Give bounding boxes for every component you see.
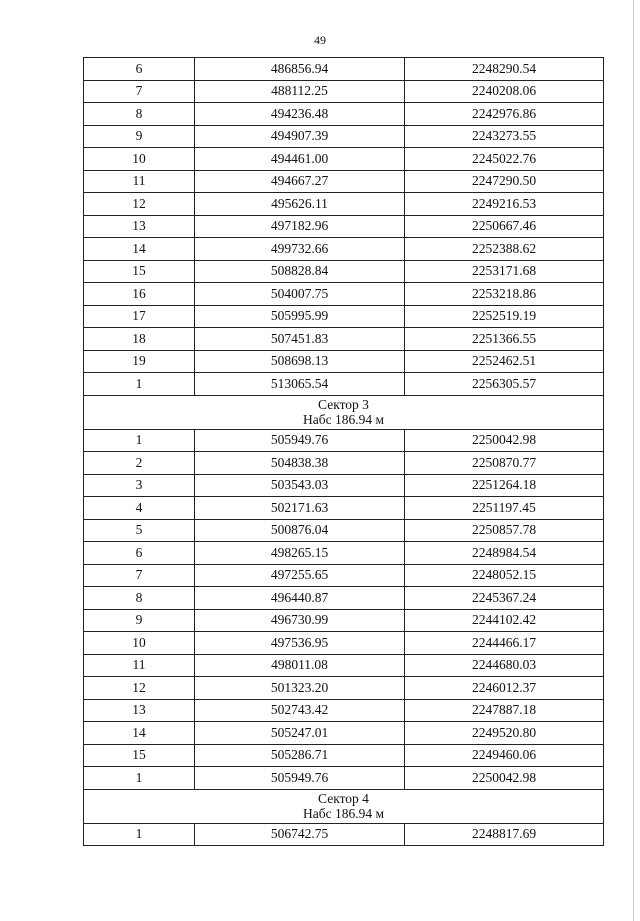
x-coordinate-cell: 507451.83 bbox=[195, 328, 405, 351]
y-coordinate-cell: 2252519.19 bbox=[405, 305, 604, 328]
x-coordinate-cell: 500876.04 bbox=[195, 519, 405, 542]
y-coordinate-cell: 2242976.86 bbox=[405, 103, 604, 126]
point-number-cell: 18 bbox=[84, 328, 195, 351]
x-coordinate-cell: 498265.15 bbox=[195, 542, 405, 565]
y-coordinate-cell: 2251264.18 bbox=[405, 474, 604, 497]
x-coordinate-cell: 505949.76 bbox=[195, 767, 405, 790]
y-coordinate-cell: 2250042.98 bbox=[405, 429, 604, 452]
table-row bbox=[84, 542, 604, 565]
x-coordinate-cell: 504838.38 bbox=[195, 452, 405, 475]
x-coordinate-cell: 505995.99 bbox=[195, 305, 405, 328]
table-row bbox=[84, 587, 604, 610]
table-row bbox=[84, 373, 604, 396]
point-number-cell: 19 bbox=[84, 350, 195, 373]
y-coordinate-cell: 2250870.77 bbox=[405, 452, 604, 475]
y-coordinate-cell: 2253171.68 bbox=[405, 260, 604, 283]
point-number-cell: 8 bbox=[84, 587, 195, 610]
x-coordinate-cell: 505949.76 bbox=[195, 429, 405, 452]
x-coordinate-cell: 497255.65 bbox=[195, 564, 405, 587]
table-row bbox=[84, 767, 604, 790]
point-number-cell: 7 bbox=[84, 80, 195, 103]
y-coordinate-cell: 2243273.55 bbox=[405, 125, 604, 148]
x-coordinate-cell: 488112.25 bbox=[195, 80, 405, 103]
x-coordinate-cell: 495626.11 bbox=[195, 193, 405, 216]
table-row bbox=[84, 452, 604, 475]
y-coordinate-cell: 2249520.80 bbox=[405, 722, 604, 745]
y-coordinate-cell: 2250667.46 bbox=[405, 215, 604, 238]
sector-header-row bbox=[84, 789, 604, 823]
y-coordinate-cell: 2244102.42 bbox=[405, 609, 604, 632]
table-row bbox=[84, 519, 604, 542]
x-coordinate-cell: 501323.20 bbox=[195, 677, 405, 700]
y-coordinate-cell: 2253218.86 bbox=[405, 283, 604, 306]
point-number-cell: 12 bbox=[84, 677, 195, 700]
table-row bbox=[84, 744, 604, 767]
y-coordinate-cell: 2248817.69 bbox=[405, 823, 604, 846]
y-coordinate-cell: 2246012.37 bbox=[405, 677, 604, 700]
point-number-cell: 5 bbox=[84, 519, 195, 542]
point-number-cell: 17 bbox=[84, 305, 195, 328]
point-number-cell: 13 bbox=[84, 215, 195, 238]
y-coordinate-cell: 2249460.06 bbox=[405, 744, 604, 767]
x-coordinate-cell: 505286.71 bbox=[195, 744, 405, 767]
coordinates-table bbox=[83, 57, 604, 846]
x-coordinate-cell: 508828.84 bbox=[195, 260, 405, 283]
y-coordinate-cell: 2248984.54 bbox=[405, 542, 604, 565]
x-coordinate-cell: 506742.75 bbox=[195, 823, 405, 846]
point-number-cell: 4 bbox=[84, 497, 195, 520]
sector-header-row bbox=[84, 395, 604, 429]
table-row bbox=[84, 215, 604, 238]
table-row bbox=[84, 564, 604, 587]
coordinates-table-body bbox=[84, 58, 604, 846]
x-coordinate-cell: 505247.01 bbox=[195, 722, 405, 745]
table-row bbox=[84, 238, 604, 261]
x-coordinate-cell: 496440.87 bbox=[195, 587, 405, 610]
table-row bbox=[84, 170, 604, 193]
table-row bbox=[84, 328, 604, 351]
table-row bbox=[84, 148, 604, 171]
point-number-cell: 10 bbox=[84, 632, 195, 655]
point-number-cell: 1 bbox=[84, 429, 195, 452]
point-number-cell: 7 bbox=[84, 564, 195, 587]
x-coordinate-cell: 494907.39 bbox=[195, 125, 405, 148]
y-coordinate-cell: 2244466.17 bbox=[405, 632, 604, 655]
y-coordinate-cell: 2252388.62 bbox=[405, 238, 604, 261]
table-row bbox=[84, 103, 604, 126]
x-coordinate-cell: 508698.13 bbox=[195, 350, 405, 373]
table-row bbox=[84, 632, 604, 655]
table-row bbox=[84, 125, 604, 148]
x-coordinate-cell: 513065.54 bbox=[195, 373, 405, 396]
point-number-cell: 8 bbox=[84, 103, 195, 126]
point-number-cell: 10 bbox=[84, 148, 195, 171]
y-coordinate-cell: 2250857.78 bbox=[405, 519, 604, 542]
x-coordinate-cell: 494236.48 bbox=[195, 103, 405, 126]
sector-title: Сектор 3 bbox=[318, 397, 369, 412]
x-coordinate-cell: 497536.95 bbox=[195, 632, 405, 655]
page-number: 49 bbox=[314, 33, 326, 47]
point-number-cell: 2 bbox=[84, 452, 195, 475]
x-coordinate-cell: 486856.94 bbox=[195, 58, 405, 81]
x-coordinate-cell: 499732.66 bbox=[195, 238, 405, 261]
point-number-cell: 6 bbox=[84, 58, 195, 81]
point-number-cell: 13 bbox=[84, 699, 195, 722]
y-coordinate-cell: 2251366.55 bbox=[405, 328, 604, 351]
point-number-cell: 12 bbox=[84, 193, 195, 216]
point-number-cell: 11 bbox=[84, 170, 195, 193]
y-coordinate-cell: 2245022.76 bbox=[405, 148, 604, 171]
point-number-cell: 9 bbox=[84, 609, 195, 632]
x-coordinate-cell: 494461.00 bbox=[195, 148, 405, 171]
y-coordinate-cell: 2256305.57 bbox=[405, 373, 604, 396]
y-coordinate-cell: 2250042.98 bbox=[405, 767, 604, 790]
page-edge-line bbox=[633, 0, 634, 921]
point-number-cell: 1 bbox=[84, 767, 195, 790]
point-number-cell: 14 bbox=[84, 238, 195, 261]
x-coordinate-cell: 502743.42 bbox=[195, 699, 405, 722]
x-coordinate-cell: 503543.03 bbox=[195, 474, 405, 497]
table-row bbox=[84, 80, 604, 103]
point-number-cell: 6 bbox=[84, 542, 195, 565]
y-coordinate-cell: 2244680.03 bbox=[405, 654, 604, 677]
sector-height: Набс 186.94 м bbox=[302, 806, 385, 821]
point-number-cell: 15 bbox=[84, 744, 195, 767]
table-row bbox=[84, 497, 604, 520]
x-coordinate-cell: 496730.99 bbox=[195, 609, 405, 632]
table-row bbox=[84, 58, 604, 81]
point-number-cell: 9 bbox=[84, 125, 195, 148]
point-number-cell: 3 bbox=[84, 474, 195, 497]
table-row bbox=[84, 350, 604, 373]
point-number-cell: 11 bbox=[84, 654, 195, 677]
point-number-cell: 1 bbox=[84, 373, 195, 396]
table-row bbox=[84, 429, 604, 452]
y-coordinate-cell: 2247290.50 bbox=[405, 170, 604, 193]
point-number-cell: 15 bbox=[84, 260, 195, 283]
y-coordinate-cell: 2247887.18 bbox=[405, 699, 604, 722]
table-row bbox=[84, 699, 604, 722]
point-number-cell: 16 bbox=[84, 283, 195, 306]
table-row bbox=[84, 654, 604, 677]
table-row bbox=[84, 193, 604, 216]
table-row bbox=[84, 474, 604, 497]
y-coordinate-cell: 2248290.54 bbox=[405, 58, 604, 81]
table-row bbox=[84, 823, 604, 846]
x-coordinate-cell: 504007.75 bbox=[195, 283, 405, 306]
sector-header-cell bbox=[84, 789, 604, 823]
table-row bbox=[84, 722, 604, 745]
y-coordinate-cell: 2248052.15 bbox=[405, 564, 604, 587]
x-coordinate-cell: 502171.63 bbox=[195, 497, 405, 520]
x-coordinate-cell: 494667.27 bbox=[195, 170, 405, 193]
table-row bbox=[84, 305, 604, 328]
table-row bbox=[84, 677, 604, 700]
y-coordinate-cell: 2245367.24 bbox=[405, 587, 604, 610]
y-coordinate-cell: 2252462.51 bbox=[405, 350, 604, 373]
point-number-cell: 14 bbox=[84, 722, 195, 745]
sector-title: Сектор 4 bbox=[318, 791, 369, 806]
table-row bbox=[84, 609, 604, 632]
table-row bbox=[84, 283, 604, 306]
y-coordinate-cell: 2240208.06 bbox=[405, 80, 604, 103]
x-coordinate-cell: 498011.08 bbox=[195, 654, 405, 677]
sector-header-cell bbox=[84, 395, 604, 429]
point-number-cell: 1 bbox=[84, 823, 195, 846]
sector-height: Набс 186.94 м bbox=[302, 412, 385, 427]
y-coordinate-cell: 2249216.53 bbox=[405, 193, 604, 216]
x-coordinate-cell: 497182.96 bbox=[195, 215, 405, 238]
y-coordinate-cell: 2251197.45 bbox=[405, 497, 604, 520]
table-row bbox=[84, 260, 604, 283]
